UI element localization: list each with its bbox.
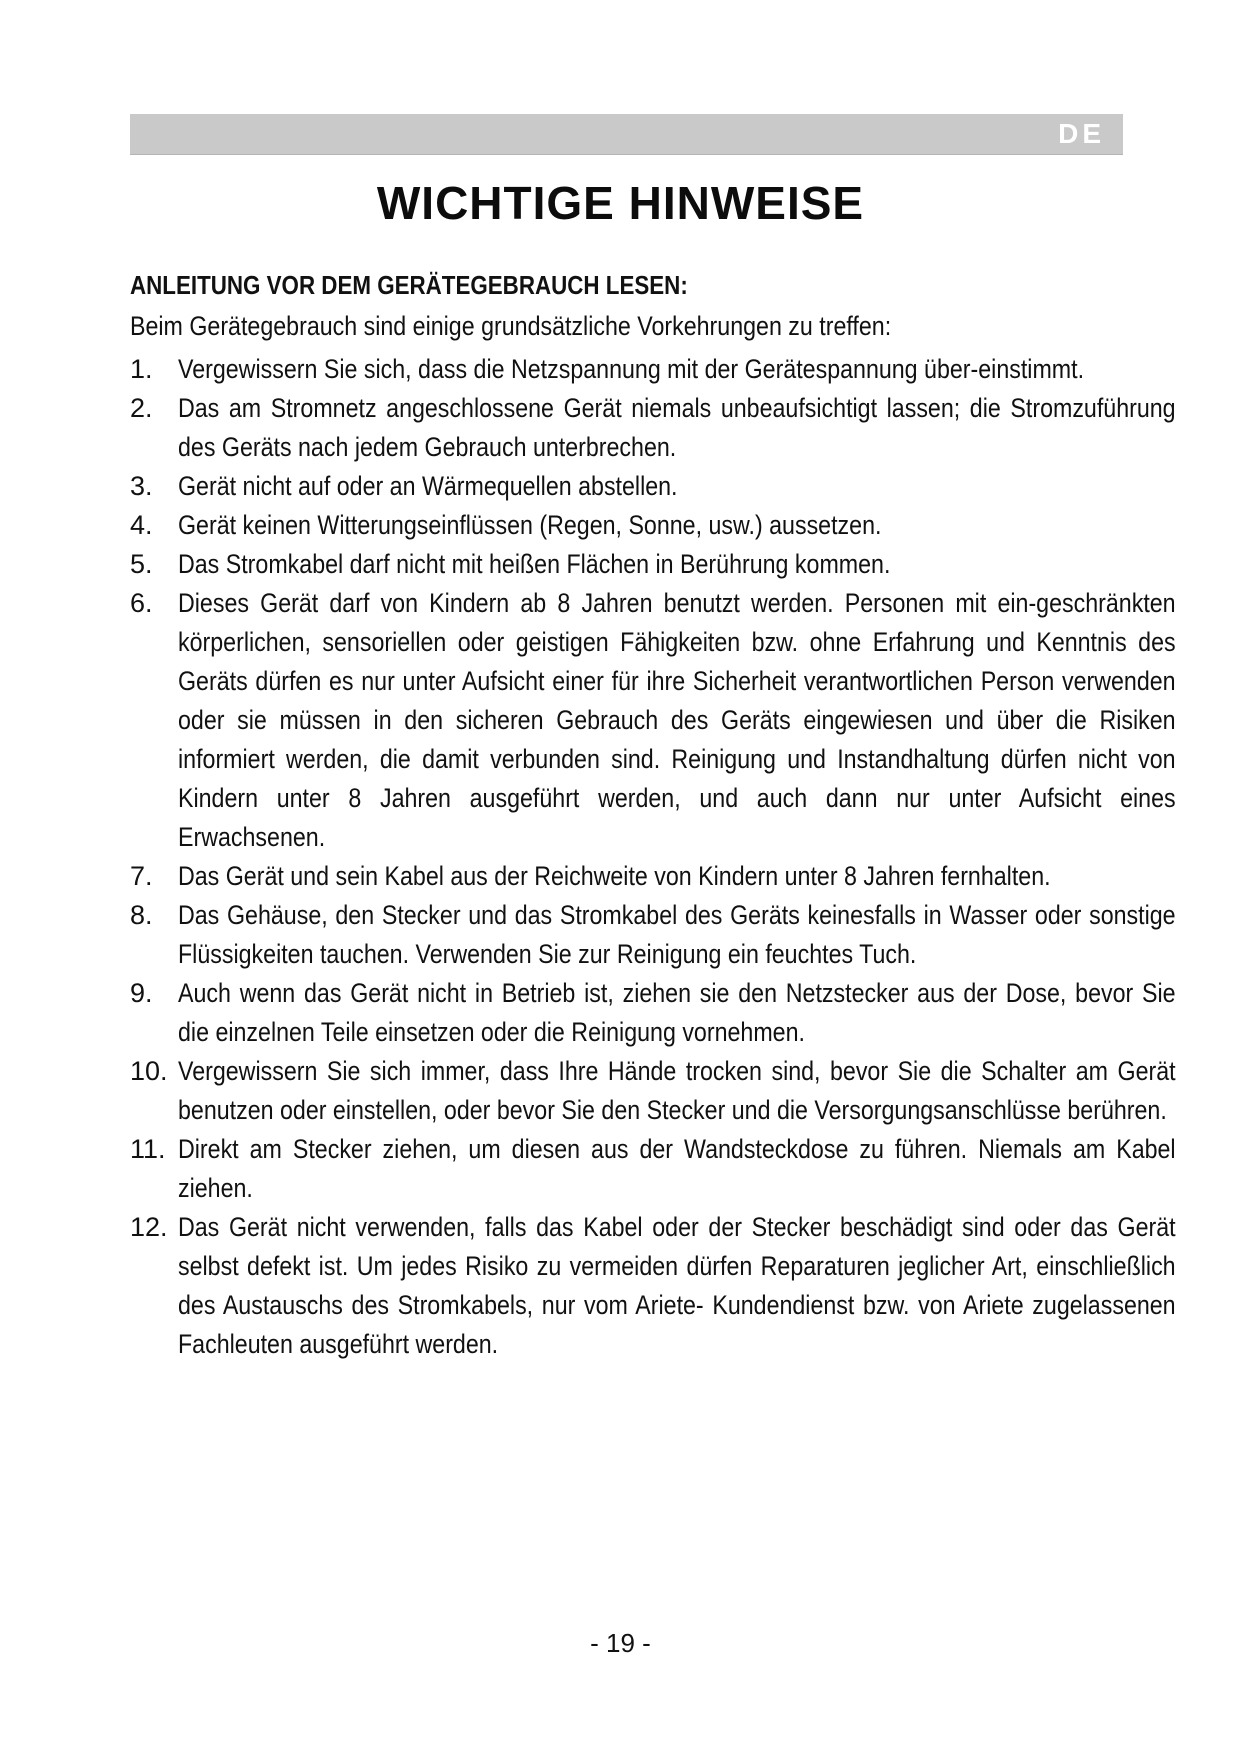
list-item-number: 7. [130,861,153,891]
list-item-number: 10. [130,1056,168,1086]
list-item [130,974,1180,1052]
list-item-text: Direkt am Stecker ziehen, um diesen aus der Wandsteckdose zu führen. Niemals am Kabel ziehen. [178,1134,1176,1203]
list-item [130,545,1180,584]
list-item-text: Das Gehäuse, den Stecker und das Stromkabel des Geräts keinesfalls in Wasser oder sonstige Flüssigkeiten tauchen. Verwenden Sie zur Reinigung ein feuchtes Tuch. [178,900,1176,969]
list-item-number: 4. [130,510,153,540]
list-item-text: Dieses Gerät darf von Kindern ab 8 Jahren benutzt werden. Personen mit ein-geschränkten körperlichen, sensoriellen oder geistigen Fähigkeiten bzw. ohne Erfahrung und Kenntnis des Geräts dürfen es nur unter Aufsicht einer für ihre Sicherheit verantwortlichen Person verwenden oder sie müssen in den sicheren Gebrauch des Geräts eingewiesen und über die Risiken informiert werden, die damit verbunden sind. Reinigung und Instandhaltung dürfen nicht von Kindern unter 8 Jahren ausgeführt werden, und auch dann nur unter Aufsicht eines Erwachsenen. [178,588,1176,852]
list-item [130,467,1180,506]
list-item-text: Das Stromkabel darf nicht mit heißen Flächen in Berührung kommen. [178,549,891,579]
list-item-number: 8. [130,900,153,930]
list-item [130,1130,1180,1208]
list-item-number: 1. [130,354,153,384]
page-number: - 19 - [590,1628,651,1658]
list-item [130,584,1180,857]
list-item-number: 9. [130,978,153,1008]
list-item-text: Vergewissern Sie sich, dass die Netzspannung mit der Gerätespannung über-einstimmt. [178,354,1085,384]
language-header-bar [130,114,1123,155]
safety-instructions-list [130,350,1180,1364]
language-code: DE [1058,118,1105,149]
list-item-text: Auch wenn das Gerät nicht in Betrieb ist, ziehen sie den Netzstecker aus der Dose, bevor Sie die einzelnen Teile einsetzen oder die Reinigung vornehmen. [178,978,1176,1047]
list-item-number: 11. [130,1134,166,1164]
list-item-number: 3. [130,471,153,501]
list-item [130,350,1180,389]
list-item [130,1208,1180,1364]
list-item-number: 5. [130,549,153,579]
list-item-number: 2. [130,393,153,423]
intro-text: Beim Gerätegebrauch sind einige grundsätzliche Vorkehrungen zu treffen: [130,311,892,341]
list-item [130,857,1180,896]
list-item [130,506,1180,545]
list-item-text: Das am Stromnetz angeschlossene Gerät niemals unbeaufsichtigt lassen; die Stromzuführung des Geräts nach jedem Gebrauch unterbrechen. [178,393,1176,462]
list-item [130,389,1180,467]
list-item-number: 6. [130,588,153,618]
page-title: WICHTIGE HINWEISE [376,177,865,229]
list-item-text: Das Gerät nicht verwenden, falls das Kabel oder der Stecker beschädigt sind oder das Gerät selbst defekt ist. Um jedes Risiko zu vermeiden dürfen Reparaturen jeglicher Art, einschließlich des Austauschs des Stromkabels, nur vom Ariete- Kundendienst bzw. von Ariete zugelassenen Fachleuten ausgeführt werden. [178,1212,1176,1359]
list-item-number: 12. [130,1212,168,1242]
list-item [130,1052,1180,1130]
list-item-text: Gerät keinen Witterungseinflüssen (Regen, Sonne, usw.) aussetzen. [178,510,882,540]
list-item-text: Vergewissern Sie sich immer, dass Ihre Hände trocken sind, bevor Sie die Schalter am Gerät benutzen oder einstellen, oder bevor Sie den Stecker und die Versorgungsanschlüsse berühren. [178,1056,1176,1125]
list-item-text: Das Gerät und sein Kabel aus der Reichweite von Kindern unter 8 Jahren fernhalten. [178,861,1051,891]
list-item-text: Gerät nicht auf oder an Wärmequellen abstellen. [178,471,678,501]
list-item [130,896,1180,974]
section-heading: ANLEITUNG VOR DEM GERÄTEGEBRAUCH LESEN: [130,270,688,300]
